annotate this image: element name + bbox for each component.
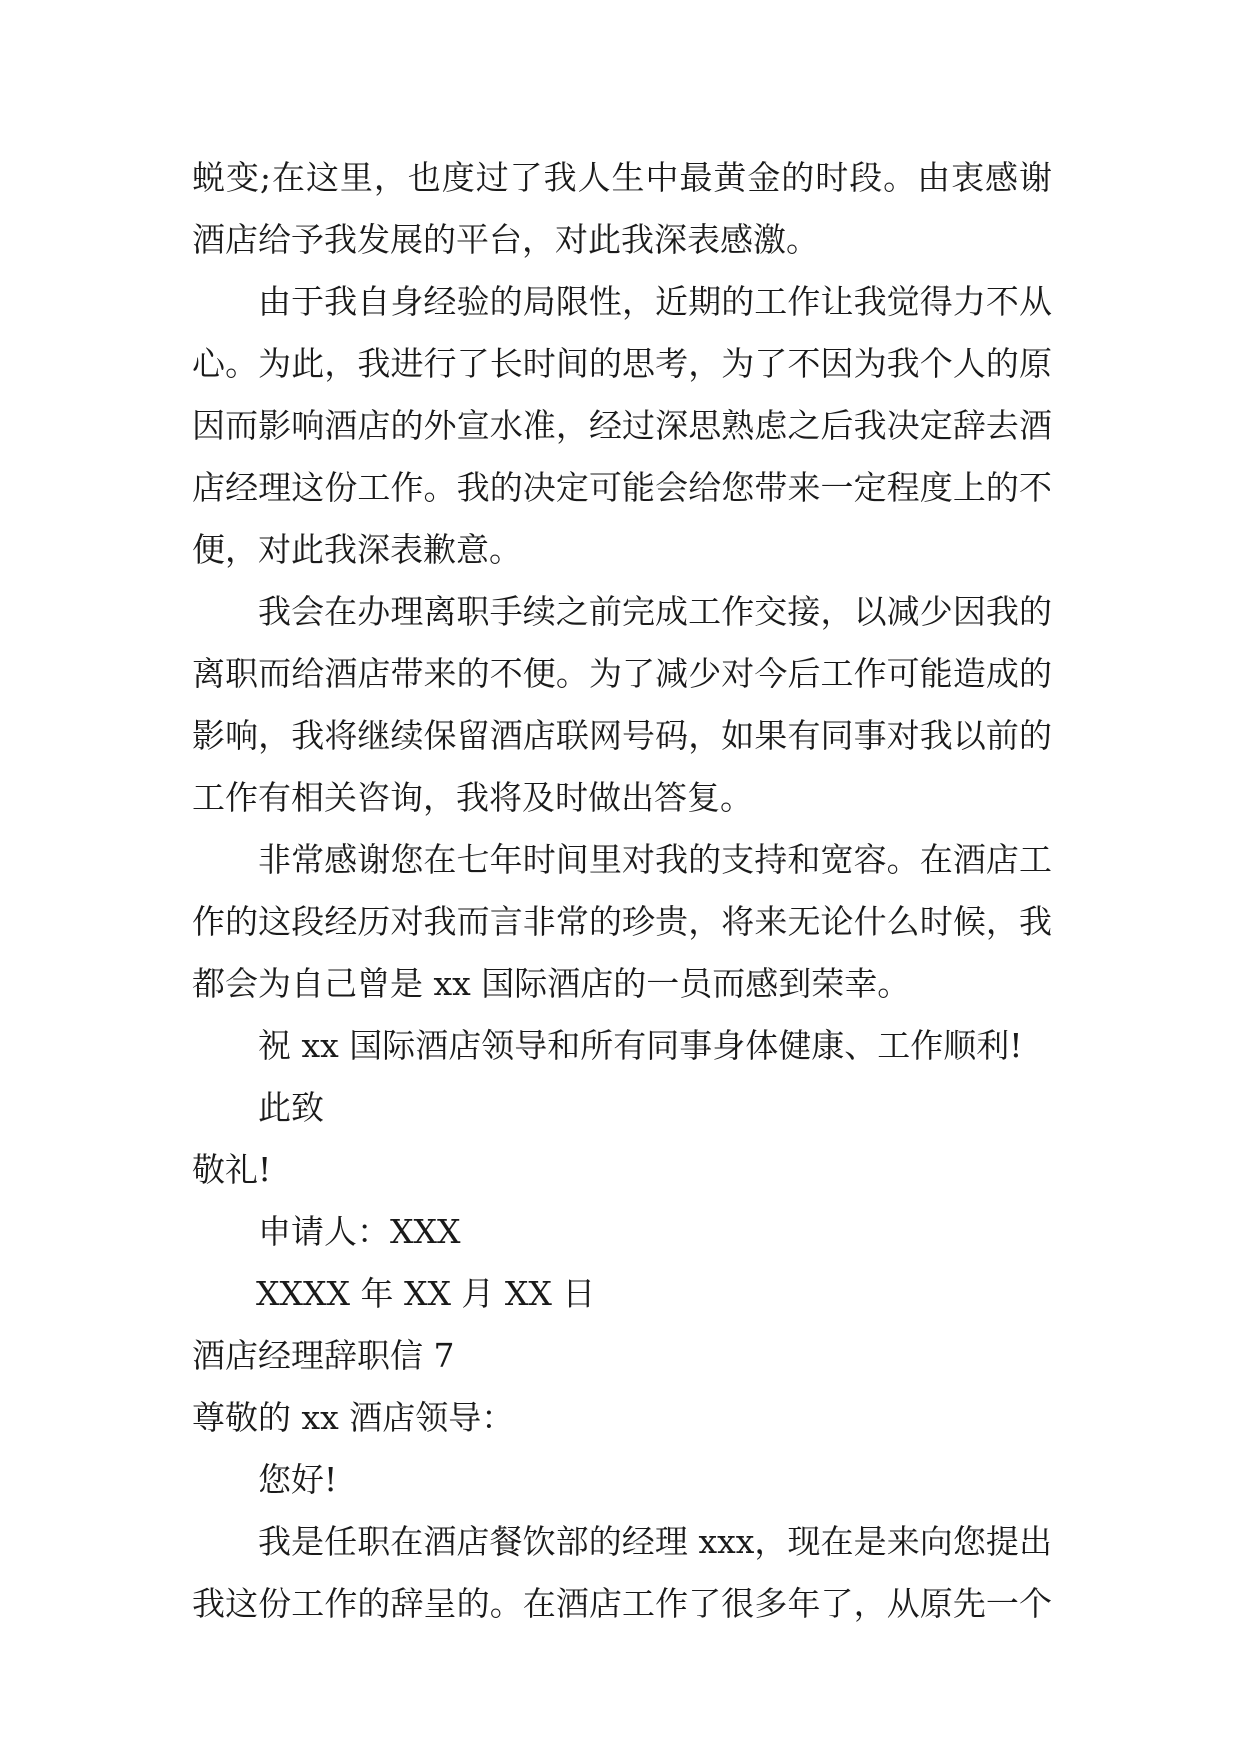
text-line: 由于我自身经验的局限性，近期的工作让我觉得力不从: [258, 282, 1052, 321]
text-line: 都会为自己曾是 xx 国际酒店的一员而感到荣幸。: [192, 964, 911, 1003]
text-line: 我是任职在酒店餐饮部的经理 xxx，现在是来向您提出: [258, 1522, 1052, 1561]
date-line: XXXX 年 XX 月 XX 日: [256, 1274, 596, 1313]
text-line: 酒店给予我发展的平台，对此我深表感激。: [192, 220, 819, 259]
text-line: 作的这段经历对我而言非常的珍贵，将来无论什么时候，我: [192, 902, 1052, 941]
text-line: 影响，我将继续保留酒店联网号码，如果有同事对我以前的: [192, 716, 1052, 755]
letter-salutation: 尊敬的 xx 酒店领导：: [192, 1398, 515, 1437]
text-line: 因而影响酒店的外宣水准，经过深思熟虑之后我决定辞去酒: [192, 406, 1052, 445]
closing-phrase: 此致: [258, 1088, 324, 1127]
greeting: 您好!: [258, 1460, 338, 1499]
document-body: [192, 158, 1052, 1646]
text-line: 我会在办理离职手续之前完成工作交接，以减少因我的: [258, 592, 1052, 631]
applicant-signature: 申请人：XXX: [258, 1212, 461, 1251]
text-line: 心。为此，我进行了长时间的思考，为了不因为我个人的原: [192, 344, 1052, 383]
text-line: 蜕变;在这里，也度过了我人生中最黄金的时段。由衷感谢: [192, 158, 1052, 197]
text-line: 店经理这份工作。我的决定可能会给您带来一定程度上的不: [192, 468, 1052, 507]
text-line: 便，对此我深表歉意。: [192, 530, 522, 569]
section-heading: 酒店经理辞职信 7: [192, 1336, 455, 1375]
text-line: 离职而给酒店带来的不便。为了减少对今后工作可能造成的: [192, 654, 1052, 693]
text-line: 我这份工作的辞呈的。在酒店工作了很多年了，从原先一个: [192, 1584, 1052, 1623]
salutation-closing: 敬礼!: [192, 1150, 272, 1189]
text-line: 工作有相关咨询，我将及时做出答复。: [192, 778, 753, 817]
text-line: 非常感谢您在七年时间里对我的支持和宽容。在酒店工: [258, 840, 1052, 879]
text-line: 祝 xx 国际酒店领导和所有同事身体健康、工作顺利!: [258, 1026, 1023, 1065]
